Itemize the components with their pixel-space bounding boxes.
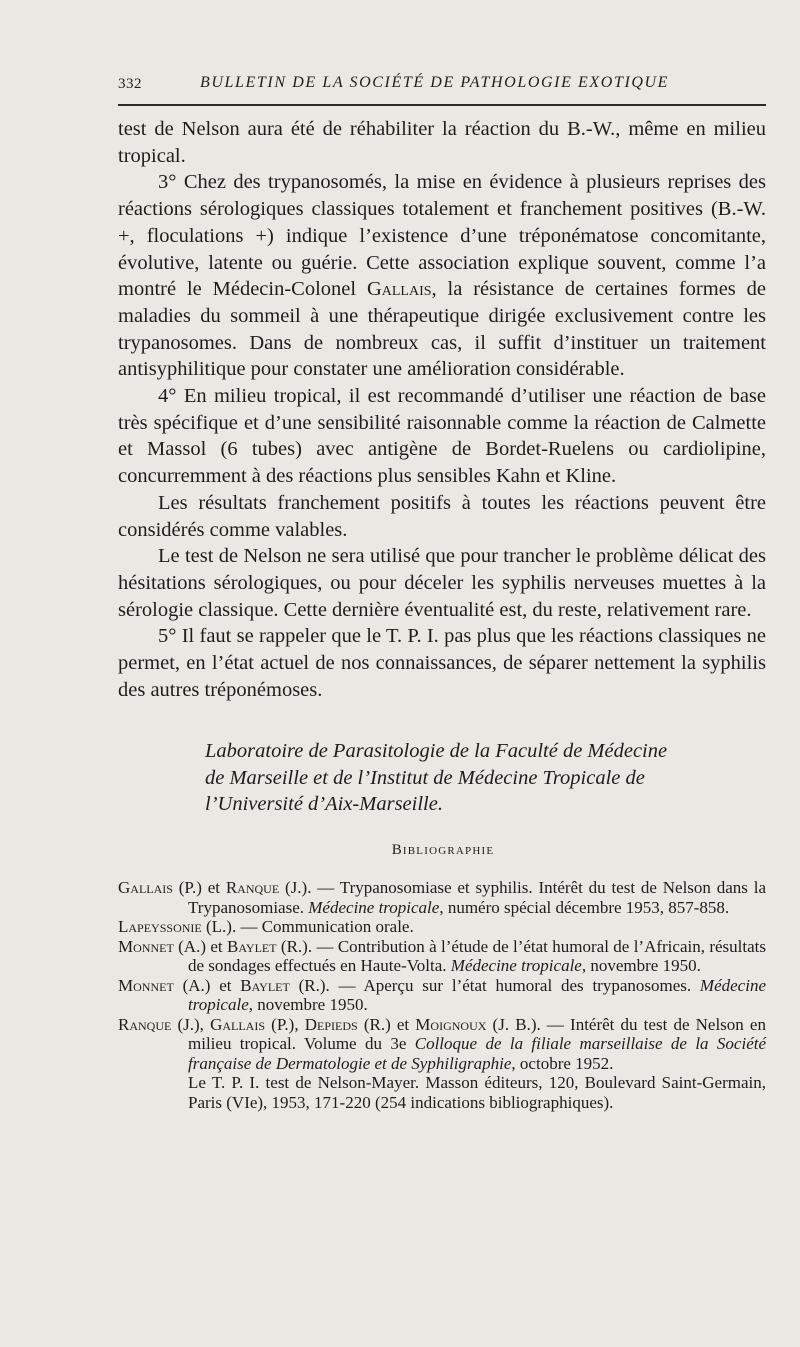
reference-text: Contribution à l’étude de l’état humoral de l’Africain, résultats de sondages effectués en Haute-Volta. [188, 936, 766, 975]
reference-text: Aperçu sur l’état humoral des trypanosomes. [363, 975, 700, 995]
reference-author: Monnet [118, 975, 174, 995]
reference-text: (J.), [171, 1014, 211, 1034]
paragraph-point-4: 4° En milieu tropical, il est recommandé d’utiliser une réaction de base très spécifique et d’une sensibilité raisonnable comme la réaction de Calmette et Massol (6 tubes) avec antigène de Bordet-Ruelens ou cardiolipine, concurremment à des réactions plus sensibles Kahn et Kline. [118, 385, 766, 488]
paragraph-results: Les résultats franchement positifs à toutes les réactions peuvent être considérés comme valables. [118, 491, 766, 541]
author-name: Gallais [366, 278, 432, 301]
page-header [118, 70, 766, 106]
paragraph-point-5: 5° Il faut se rappeler que le T. P. I. pas plus que les réactions classiques ne permet, en l’état actuel de nos connaissances, de séparer nettement la syphilis des autres tréponémoses. [118, 625, 766, 701]
reference-item [118, 878, 766, 917]
paragraph-text: , la résistance de certaines formes de maladies du sommeil à une thérapeutique dirigée exclusivement contre les trypanosomes. Dans de nombreux cas, il suffit d’instituer un traitement antisyphilitique pour constater une amélioration considérable. [118, 278, 766, 381]
reference-text: , novembre 1950. [248, 995, 368, 1014]
reference-text: Intérêt du test de Nelson en milieu tropical. Volume du 3e [188, 1014, 766, 1053]
affiliation-line: de Marseille et de l’Institut de Médecine Tropicale de [205, 766, 645, 789]
reference-text: , numéro spécial décembre 1953, 857-858. [439, 897, 730, 917]
reference-text: (R.). — [289, 975, 364, 995]
reference-text: (J. B.). — [486, 1014, 571, 1034]
reference-journal: Médecine tropicale [450, 956, 582, 975]
reference-text: (P.) et [172, 878, 226, 897]
reference-author: Lapeyssonie [118, 917, 202, 936]
affiliation [205, 738, 765, 818]
reference-text: (L.). — [201, 917, 262, 936]
reference-text: (A.) et [173, 936, 227, 956]
reference-author: Ranque [118, 1014, 172, 1034]
reference-text: (R.) et [357, 1014, 416, 1034]
reference-text: (P.), [265, 1014, 305, 1034]
affiliation-line: Laboratoire de Parasitologie de la Faculté de Médecine [205, 740, 668, 762]
reference-author: Gallais [118, 878, 173, 897]
reference-author: Depieds [304, 1014, 358, 1034]
reference-text: (J.). — [279, 878, 340, 897]
reference-author: Baylet [240, 975, 290, 995]
reference-author: Gallais [210, 1014, 266, 1034]
reference-item: Le T. P. I. test de Nelson-Mayer. Masson éditeurs, 120, Boulevard Saint-Germain, Paris (VIe), 1953, 171-220 (254 indications bibliographiques). [188, 1073, 766, 1112]
paragraph-continuation: test de Nelson aura été de réhabiliter la réaction du B.-W., même en milieu tropical. [118, 118, 766, 167]
page-number: 332 [118, 76, 142, 92]
reference-text: (A.) et [173, 975, 241, 995]
bibliography-heading: Bibliographie [391, 842, 495, 858]
paragraph-text: 3° Chez des trypanosomés, la mise en évidence à plusieurs reprises des réactions sérologiques classiques totalement et franchement positives (B.-W. +, floculations +) indique l’existence d’une tréponématose concomitante, évolutive, latente ou guérie. Cette association explique souvent, comme l’a montré le Médecin-Colonel [118, 171, 766, 301]
reference-text: , novembre 1950. [581, 956, 701, 975]
reference-journal: Colloque de la filiale marseillaise de la Société française de Dermatologie et de Syphiligraphie [188, 1034, 767, 1073]
running-title: BULLETIN DE LA SOCIÉTÉ DE PATHOLOGIE EXOTIQUE [200, 74, 670, 91]
reference-journal: Médecine tropicale [188, 975, 766, 1014]
reference-item [118, 937, 766, 976]
reference-item [118, 1015, 766, 1074]
reference-author: Monnet [118, 936, 174, 956]
reference-author: Baylet [227, 936, 277, 956]
reference-item [118, 917, 766, 937]
reference-item [118, 976, 766, 1015]
affiliation-line: l’Université d’Aix-Marseille. [205, 793, 443, 815]
paragraph-point-3 [118, 169, 766, 383]
body-text [118, 116, 766, 703]
reference-text: Communication orale. [261, 917, 414, 936]
reference-text: Trypanosomiase et syphilis. Intérêt du test de Nelson dans la Trypanosomiase. [188, 878, 766, 917]
paragraph-nelson-test: Le test de Nelson ne sera utilisé que pour trancher le problème délicat des hésitations sérologiques, ou pour déceler les syphilis nerveuses muettes à la sérologie classique. Cette dernière éventualité est, du reste, relativement rare. [118, 545, 766, 621]
reference-author: Moignoux [415, 1014, 487, 1034]
reference-text: , octobre 1952. [511, 1053, 614, 1073]
reference-text: (R.). — [276, 936, 338, 956]
bibliography-list [118, 878, 766, 1112]
reference-author: Ranque [225, 878, 280, 897]
reference-journal: Médecine tropicale [308, 897, 440, 917]
